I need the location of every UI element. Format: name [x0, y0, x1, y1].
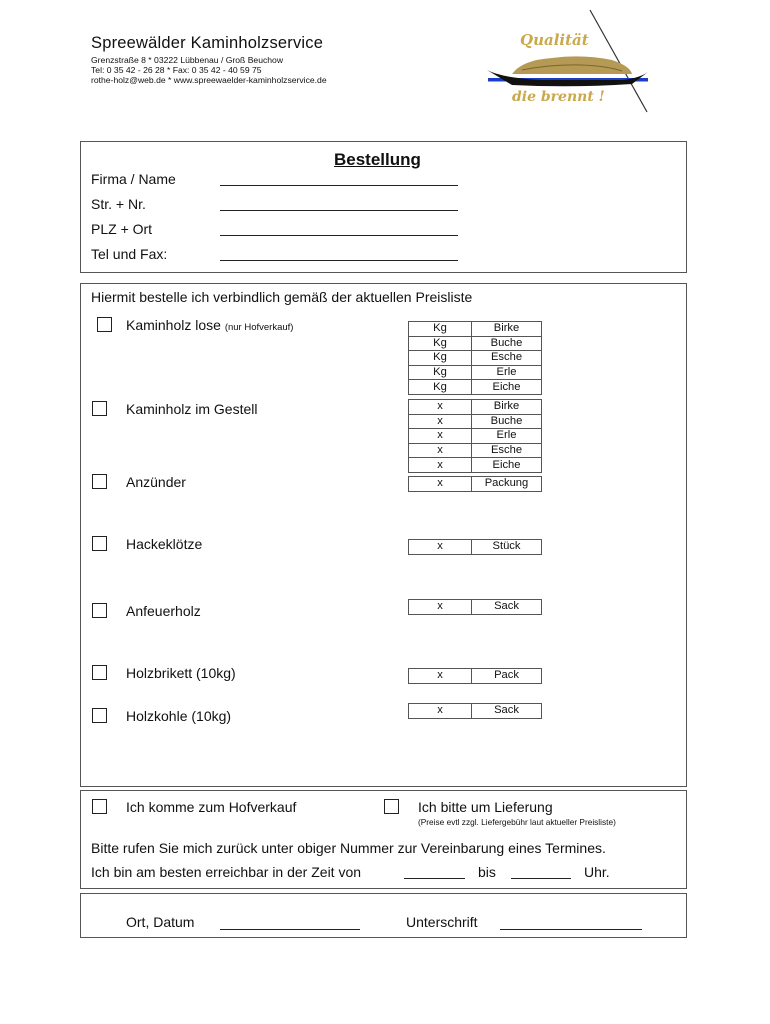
reach-mid: bis	[478, 864, 496, 880]
gestell-quantity-table	[408, 399, 542, 473]
order-intro: Hiermit bestelle ich verbindlich gemäß der aktuellen Preisliste	[91, 289, 473, 305]
hackekloetze-quantity-table	[408, 539, 542, 555]
time-to-line[interactable]	[511, 878, 571, 879]
place-date-line[interactable]	[220, 929, 360, 930]
type-cell: Erle	[472, 365, 542, 380]
table-row	[409, 365, 542, 380]
type-cell: Esche	[472, 443, 542, 458]
checkbox-hackekloetze[interactable]	[92, 536, 107, 551]
type-cell: Sack	[472, 704, 542, 719]
item-kaminholz-gestell: Kaminholz im Gestell	[126, 401, 258, 417]
brikett-quantity-table	[408, 668, 542, 684]
type-cell: Erle	[472, 429, 542, 444]
type-cell: Buche	[472, 414, 542, 429]
reach-prefix: Ich bin am besten erreichbar in der Zeit von	[91, 864, 362, 880]
table-row	[409, 704, 542, 719]
item-anzuender: Anzünder	[126, 474, 186, 490]
type-cell: Esche	[472, 351, 542, 366]
unit-cell[interactable]: x	[409, 669, 472, 684]
company-web: rothe-holz@web.de * www.spreewaelder-kaminholzservice.de	[91, 75, 327, 85]
form-title: Bestellung	[334, 150, 421, 169]
unit-cell[interactable]: Kg	[409, 322, 472, 337]
field-label-phone: Tel und Fax:	[91, 246, 168, 262]
unit-cell[interactable]: x	[409, 443, 472, 458]
lose-quantity-table	[408, 321, 542, 395]
type-cell: Eiche	[472, 458, 542, 473]
checkbox-delivery[interactable]	[384, 799, 399, 814]
field-label-name: Firma / Name	[91, 171, 176, 187]
reach-suffix: Uhr.	[584, 864, 610, 880]
field-label-city: PLZ + Ort	[91, 221, 153, 237]
item-holzbrikett: Holzbrikett (10kg)	[126, 665, 236, 681]
table-row	[409, 336, 542, 351]
unit-cell[interactable]: x	[409, 704, 472, 719]
field-name-line[interactable]	[220, 185, 458, 186]
checkbox-anzuender[interactable]	[92, 474, 107, 489]
type-cell: Packung	[472, 477, 542, 492]
table-row	[409, 400, 542, 415]
company-address: Grenzstraße 8 * 03222 Lübbenau / Groß Beuchow	[91, 55, 284, 65]
checkbox-holzkohle[interactable]	[92, 708, 107, 723]
callback-text: Bitte rufen Sie mich zurück unter obiger Nummer zur Vereinbarung eines Termines.	[91, 840, 606, 856]
table-row	[409, 380, 542, 395]
unit-cell[interactable]: x	[409, 458, 472, 473]
item-holzkohle: Holzkohle (10kg)	[126, 708, 232, 724]
checkbox-anfeuerholz[interactable]	[92, 603, 107, 618]
table-row	[409, 669, 542, 684]
item-anfeuerholz: Anfeuerholz	[126, 603, 201, 619]
field-phone-line[interactable]	[220, 260, 458, 261]
type-cell: Buche	[472, 336, 542, 351]
time-from-line[interactable]	[404, 878, 465, 879]
field-street-line[interactable]	[220, 210, 458, 211]
item-kaminholz-lose	[126, 317, 293, 333]
unit-cell[interactable]: Kg	[409, 380, 472, 395]
unit-cell[interactable]: x	[409, 477, 472, 492]
unit-cell[interactable]: x	[409, 400, 472, 415]
table-row	[409, 443, 542, 458]
logo-top-text: Qualität	[520, 31, 589, 49]
anfeuerholz-quantity-table	[408, 599, 542, 615]
unit-cell[interactable]: x	[409, 414, 472, 429]
table-row	[409, 322, 542, 337]
item-hackekloetze: Hackeklötze	[126, 536, 203, 552]
unit-cell[interactable]: Kg	[409, 351, 472, 366]
pickup-label: Ich komme zum Hofverkauf	[126, 799, 297, 815]
table-row	[409, 351, 542, 366]
unit-cell[interactable]: Kg	[409, 336, 472, 351]
item-label: Kaminholz lose	[126, 317, 221, 333]
anzuender-quantity-table	[408, 476, 542, 492]
place-date-label: Ort, Datum	[126, 914, 195, 930]
company-logo	[482, 8, 657, 116]
unit-cell[interactable]: x	[409, 540, 472, 555]
type-cell: Birke	[472, 400, 542, 415]
type-cell: Birke	[472, 322, 542, 337]
delivery-label: Ich bitte um Lieferung	[418, 799, 553, 815]
checkbox-holzbrikett[interactable]	[92, 665, 107, 680]
checkbox-kaminholz-lose[interactable]	[97, 317, 112, 332]
type-cell: Pack	[472, 669, 542, 684]
type-cell: Stück	[472, 540, 542, 555]
signature-label: Unterschrift	[406, 914, 478, 930]
logo-bottom-text: die brennt !	[512, 89, 605, 105]
type-cell: Sack	[472, 600, 542, 615]
unit-cell[interactable]: x	[409, 600, 472, 615]
checkbox-pickup[interactable]	[92, 799, 107, 814]
table-row	[409, 477, 542, 492]
unit-cell[interactable]: x	[409, 429, 472, 444]
table-row	[409, 458, 542, 473]
checkbox-kaminholz-gestell[interactable]	[92, 401, 107, 416]
type-cell: Eiche	[472, 380, 542, 395]
company-phone: Tel: 0 35 42 - 26 28 * Fax: 0 35 42 - 40 59 75	[91, 65, 262, 75]
holzkohle-quantity-table	[408, 703, 542, 719]
signature-line[interactable]	[500, 929, 642, 930]
table-row	[409, 540, 542, 555]
field-label-street: Str. + Nr.	[91, 196, 146, 212]
delivery-note: (Preise evtl zzgl. Liefergebühr laut aktueller Preisliste)	[418, 817, 616, 827]
item-note: (nur Hofverkauf)	[224, 322, 294, 333]
company-name: Spreewälder Kaminholzservice	[91, 34, 324, 52]
table-row	[409, 600, 542, 615]
table-row	[409, 429, 542, 444]
unit-cell[interactable]: Kg	[409, 365, 472, 380]
field-city-line[interactable]	[220, 235, 458, 236]
table-row	[409, 414, 542, 429]
